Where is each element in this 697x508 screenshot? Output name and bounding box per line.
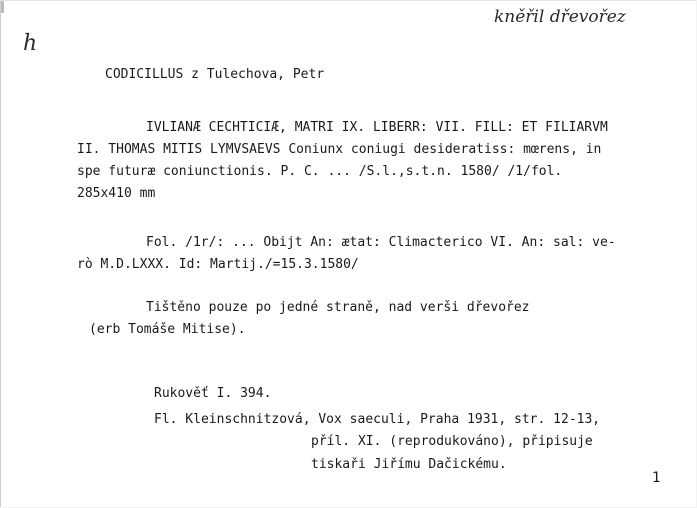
record-heading: CODICILLUS z Tulechova, Petr <box>105 67 325 82</box>
note-line-1: Tištěno pouze po jedné straně, nad verši dřevořez <box>146 300 530 315</box>
handwritten-corner-mark: h <box>23 31 38 56</box>
folio-line-1: Fol. /1r/: ... Obijt An: ætat: Climacterico VI. An: sal: ve- <box>146 235 616 250</box>
reference-line-3: příl. XI. (reprodukováno), připisuje <box>311 434 593 449</box>
reference-line-2: Fl. Kleinschnitzová, Vox saeculi, Praha 1931, str. 12-13, <box>154 412 601 427</box>
title-line-3: spe futuræ coniunctionis. P. C. ... /S.l.,s.t.n. 1580/ /1/fol. <box>77 164 563 179</box>
title-line-1: IVLIANÆ CECHTICIÆ, MATRI IX. LIBERR: VII. FILL: ET FILIARVM <box>146 120 608 135</box>
page-number: 1 <box>652 470 661 486</box>
handwritten-annotation: kněřil dřevořez <box>494 7 626 27</box>
reference-line-1: Rukověť I. 394. <box>154 386 272 401</box>
reference-line-4: tiskaři Jiřímu Dačickému. <box>311 457 507 472</box>
folio-line-2: rò M.D.LXXX. Id: Martij./=15.3.1580/ <box>77 257 359 272</box>
note-line-2: (erb Tomáše Mitise). <box>89 322 246 337</box>
card-edge-mark <box>1 1 4 13</box>
dimensions-line: 285x410 mm <box>77 186 156 201</box>
title-line-2: II. THOMAS MITIS LYMVSAEVS Coniunx coniugi desideratiss: mœrens, in <box>77 142 602 157</box>
